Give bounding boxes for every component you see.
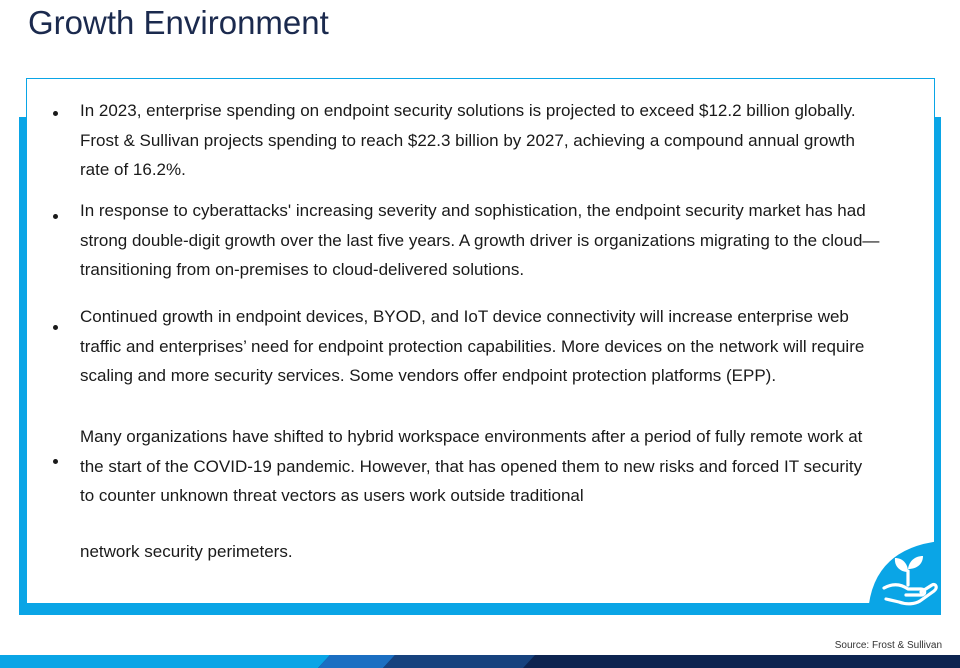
bullet-list: [27, 79, 934, 603]
bullet-item-devices: Continued growth in endpoint devices, BYOD, and IoT device connectivity will increase enterprise web traffic and enterprises’ need for endpoint protection capabilities. More devices on the network will require scaling and more security services. Some vendors offer endpoint protection platforms (EPP).: [80, 307, 865, 385]
bullet-marker: [53, 214, 58, 219]
bullet-marker: [53, 325, 58, 330]
source-note: Source: Frost & Sullivan: [834, 640, 942, 651]
page-title: Growth Environment: [28, 4, 329, 41]
bullet-item-spending: In 2023, enterprise spending on endpoint security solutions is projected to exceed $12.2 billion globally. Frost & Sullivan projects spending to reach $22.3 billion by 2027, achieving a compound annual growth rate of 16.2%.: [80, 101, 856, 179]
bullet-marker: [53, 111, 58, 116]
bullet-item-hybrid-work: Many organizations have shifted to hybrid workspace environments after a period of fully remote work at the start of the COVID-19 pandemic. However, that has opened them to new risks and forced IT security to counter unknown threat vectors as users work outside traditional: [80, 427, 863, 505]
bullet-marker: [53, 459, 58, 464]
bullet-item-cyberattacks: In response to cyberattacks' increasing severity and sophistication, the endpoint security market has had strong double-digit growth over the last five years. A growth driver is organizations migrating to the cloud—transitioning from on-premises to cloud-delivered solutions.: [80, 201, 880, 279]
bullet-item-hybrid-work-continuation: network security perimeters.: [80, 542, 293, 561]
content-card: [26, 78, 935, 604]
growth-plant-hand-icon: [868, 541, 940, 613]
footer-stripe: [0, 655, 960, 668]
